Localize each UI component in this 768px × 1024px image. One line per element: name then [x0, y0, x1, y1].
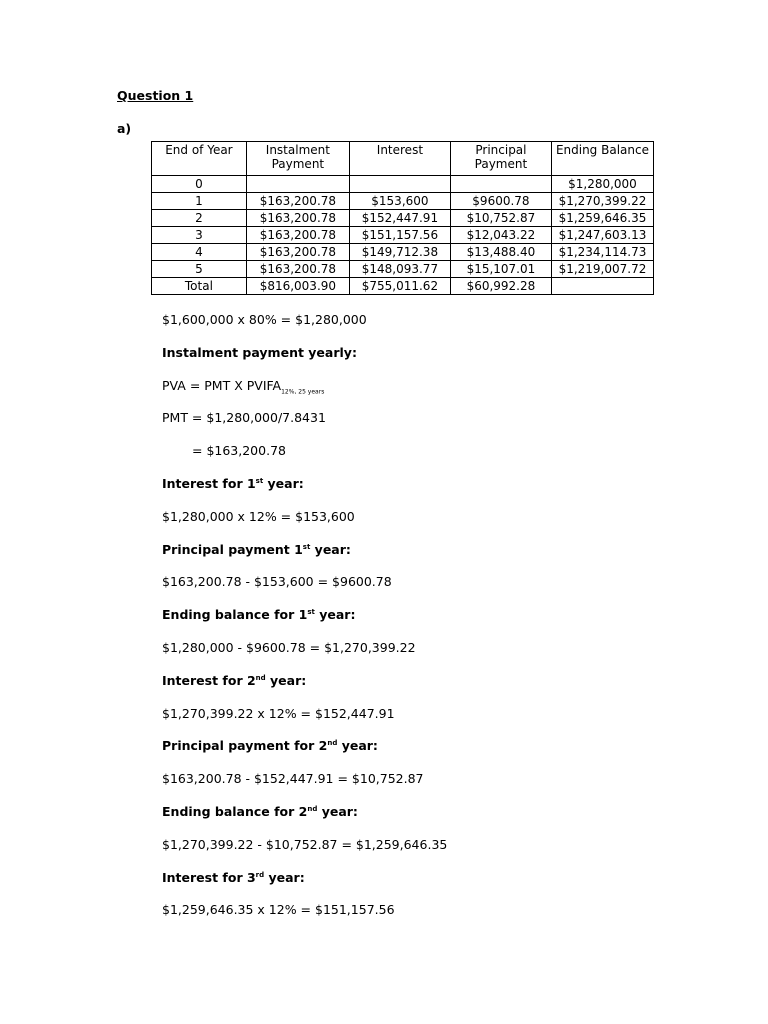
cell-principal — [450, 176, 551, 193]
cell-interest: $152,447.91 — [349, 210, 450, 227]
table-row — [152, 193, 654, 210]
table-row — [152, 176, 654, 193]
cell-principal: $60,992.28 — [450, 278, 551, 295]
balance-year1-calc: $1,280,000 - $9600.78 = $1,270,399.22 — [162, 640, 416, 655]
pva-formula: PVA = PMT X $PVIFA_{12\%, 25 years}$ — [162, 378, 325, 396]
balance-year1-heading: Ending balance for 1st year: — [162, 607, 356, 622]
cell-interest: $151,157.56 — [349, 227, 450, 244]
cell-year: 4 — [152, 244, 247, 261]
cell-year: 0 — [152, 176, 247, 193]
question-heading: Question 1 — [117, 88, 194, 103]
principal-year1-heading: Principal payment 1st year: — [162, 542, 351, 557]
cell-year: 5 — [152, 261, 247, 278]
cell-principal: $13,488.40 — [450, 244, 551, 261]
table-row — [152, 244, 654, 261]
cell-balance: $1,259,646.35 — [551, 210, 653, 227]
cell-instalment: $163,200.78 — [246, 193, 349, 210]
cell-interest: $153,600 — [349, 193, 450, 210]
pmt-formula: PMT = $1,280,000/7.8431 — [162, 410, 326, 425]
balance-year2-calc: $1,270,399.22 - $10,752.87 = $1,259,646.35 — [162, 837, 448, 852]
cell-interest: $149,712.38 — [349, 244, 450, 261]
cell-instalment: $163,200.78 — [246, 210, 349, 227]
header-ending-balance: Ending Balance — [551, 142, 653, 176]
principal-year2-heading: Principal payment for 2nd year: — [162, 738, 378, 753]
balance-year2-heading: Ending balance for 2nd year: — [162, 804, 358, 819]
header-end-of-year: End of Year — [152, 142, 247, 176]
interest-year3-calc: $1,259,646.35 x 12% = $151,157.56 — [162, 902, 395, 917]
table-total-row — [152, 278, 654, 295]
cell-instalment — [246, 176, 349, 193]
cell-instalment: $163,200.78 — [246, 227, 349, 244]
cell-year: 3 — [152, 227, 247, 244]
interest-year2-calc: $1,270,399.22 x 12% = $152,447.91 — [162, 706, 395, 721]
pmt-result: = $163,200.78 — [192, 443, 286, 458]
header-instalment-payment: Instalment Payment — [246, 142, 349, 176]
interest-year3-heading: Interest for 3rd year: — [162, 870, 305, 885]
cell-balance: $1,247,603.13 — [551, 227, 653, 244]
interest-year1-heading: Interest for 1st year: — [162, 476, 304, 491]
table-row — [152, 210, 654, 227]
cell-year: Total — [152, 278, 247, 295]
cell-balance: $1,219,007.72 — [551, 261, 653, 278]
part-a-label: a) — [117, 121, 132, 136]
table-row — [152, 261, 654, 278]
cell-instalment: $163,200.78 — [246, 261, 349, 278]
cell-balance: $1,280,000 — [551, 176, 653, 193]
cell-balance: $1,234,114.73 — [551, 244, 653, 261]
cell-instalment: $816,003.90 — [246, 278, 349, 295]
cell-instalment: $163,200.78 — [246, 244, 349, 261]
loan-amount-calc: $1,600,000 x 80% = $1,280,000 — [162, 312, 367, 327]
table-header-row — [152, 142, 654, 176]
cell-interest — [349, 176, 450, 193]
cell-principal: $10,752.87 — [450, 210, 551, 227]
interest-year1-calc: $1,280,000 x 12% = $153,600 — [162, 509, 355, 524]
header-interest: Interest — [349, 142, 450, 176]
cell-principal: $12,043.22 — [450, 227, 551, 244]
interest-year2-heading: Interest for 2nd year: — [162, 673, 307, 688]
amortization-table — [151, 141, 654, 295]
header-principal-payment: Principal Payment — [450, 142, 551, 176]
pva-subscript: 12%, 25 years — [281, 388, 325, 396]
instalment-heading: Instalment payment yearly: — [162, 345, 357, 360]
cell-year: 2 — [152, 210, 247, 227]
table-row — [152, 227, 654, 244]
principal-year2-calc: $163,200.78 - $152,447.91 = $10,752.87 — [162, 771, 424, 786]
principal-year1-calc: $163,200.78 - $153,600 = $9600.78 — [162, 574, 392, 589]
cell-interest: $755,011.62 — [349, 278, 450, 295]
cell-interest: $148,093.77 — [349, 261, 450, 278]
cell-principal: $9600.78 — [450, 193, 551, 210]
cell-balance — [551, 278, 653, 295]
cell-principal: $15,107.01 — [450, 261, 551, 278]
cell-year: 1 — [152, 193, 247, 210]
cell-balance: $1,270,399.22 — [551, 193, 653, 210]
